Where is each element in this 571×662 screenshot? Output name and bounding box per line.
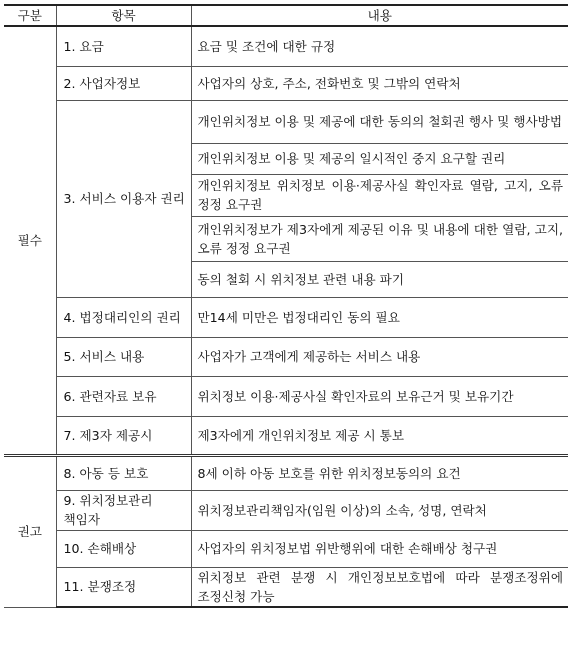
item-cell: 2. 사업자정보 bbox=[56, 66, 191, 100]
table-row bbox=[4, 530, 568, 567]
header-row bbox=[4, 5, 568, 26]
content-cell: 위치정보관리책임자(임원 이상)의 소속, 성명, 연락처 bbox=[191, 490, 568, 530]
header-item: 항목 bbox=[56, 5, 191, 26]
table-row bbox=[4, 337, 568, 376]
location-terms-table bbox=[4, 4, 568, 608]
table-row bbox=[4, 26, 568, 66]
table-row bbox=[4, 416, 568, 455]
item-cell: 7. 제3자 제공시 bbox=[56, 416, 191, 455]
content-cell: 사업자가 고객에게 제공하는 서비스 내용 bbox=[191, 337, 568, 376]
table-row bbox=[4, 490, 568, 530]
table-row bbox=[4, 567, 568, 607]
header-content: 내용 bbox=[191, 5, 568, 26]
table-body bbox=[4, 26, 568, 607]
table-row bbox=[4, 455, 568, 490]
content-cell: 동의 철회 시 위치정보 관련 내용 파기 bbox=[191, 261, 568, 297]
content-cell: 사업자의 위치정보법 위반행위에 대한 손해배상 청구권 bbox=[191, 530, 568, 567]
item-cell: 10. 손해배상 bbox=[56, 530, 191, 567]
content-cell: 개인위치정보 이용 및 제공에 대한 동의의 철회권 행사 및 행사방법 bbox=[191, 100, 568, 143]
content-cell: 제3자에게 개인위치정보 제공 시 통보 bbox=[191, 416, 568, 455]
header-category: 구분 bbox=[4, 5, 56, 26]
table-row bbox=[4, 297, 568, 337]
table-row bbox=[4, 376, 568, 416]
content-cell: 개인위치정보 위치정보 이용·제공사실 확인자료 열람, 고지, 오류 정정 요구권 bbox=[191, 174, 568, 216]
content-cell: 사업자의 상호, 주소, 전화번호 및 그밖의 연락처 bbox=[191, 66, 568, 100]
content-cell: 요금 및 조건에 대한 규정 bbox=[191, 26, 568, 66]
content-cell: 개인위치정보가 제3자에게 제공된 이유 및 내용에 대한 열람, 고지, 오류 정정 요구권 bbox=[191, 216, 568, 261]
item-cell: 1. 요금 bbox=[56, 26, 191, 66]
item-cell: 5. 서비스 내용 bbox=[56, 337, 191, 376]
table-row bbox=[4, 66, 568, 100]
item-cell: 6. 관련자료 보유 bbox=[56, 376, 191, 416]
item-cell: 11. 분쟁조정 bbox=[56, 567, 191, 607]
content-cell: 위치정보 관련 분쟁 시 개인정보보호법에 따라 분쟁조정위에 조정신청 가능 bbox=[191, 567, 568, 607]
content-cell: 만14세 미만은 법정대리인 동의 필요 bbox=[191, 297, 568, 337]
item-cell: 8. 아동 등 보호 bbox=[56, 455, 191, 490]
table-row bbox=[4, 100, 568, 143]
content-cell: 8세 이하 아동 보호를 위한 위치정보동의의 요건 bbox=[191, 455, 568, 490]
item-cell: 4. 법정대리인의 권리 bbox=[56, 297, 191, 337]
category-cell: 필수 bbox=[4, 26, 56, 455]
category-cell: 권고 bbox=[4, 455, 56, 607]
content-cell: 개인위치정보 이용 및 제공의 일시적인 중지 요구할 권리 bbox=[191, 143, 568, 174]
item-cell: 9. 위치정보관리 책임자 bbox=[56, 490, 191, 530]
item-cell: 3. 서비스 이용자 권리 bbox=[56, 100, 191, 297]
content-cell: 위치정보 이용·제공사실 확인자료의 보유근거 및 보유기간 bbox=[191, 376, 568, 416]
